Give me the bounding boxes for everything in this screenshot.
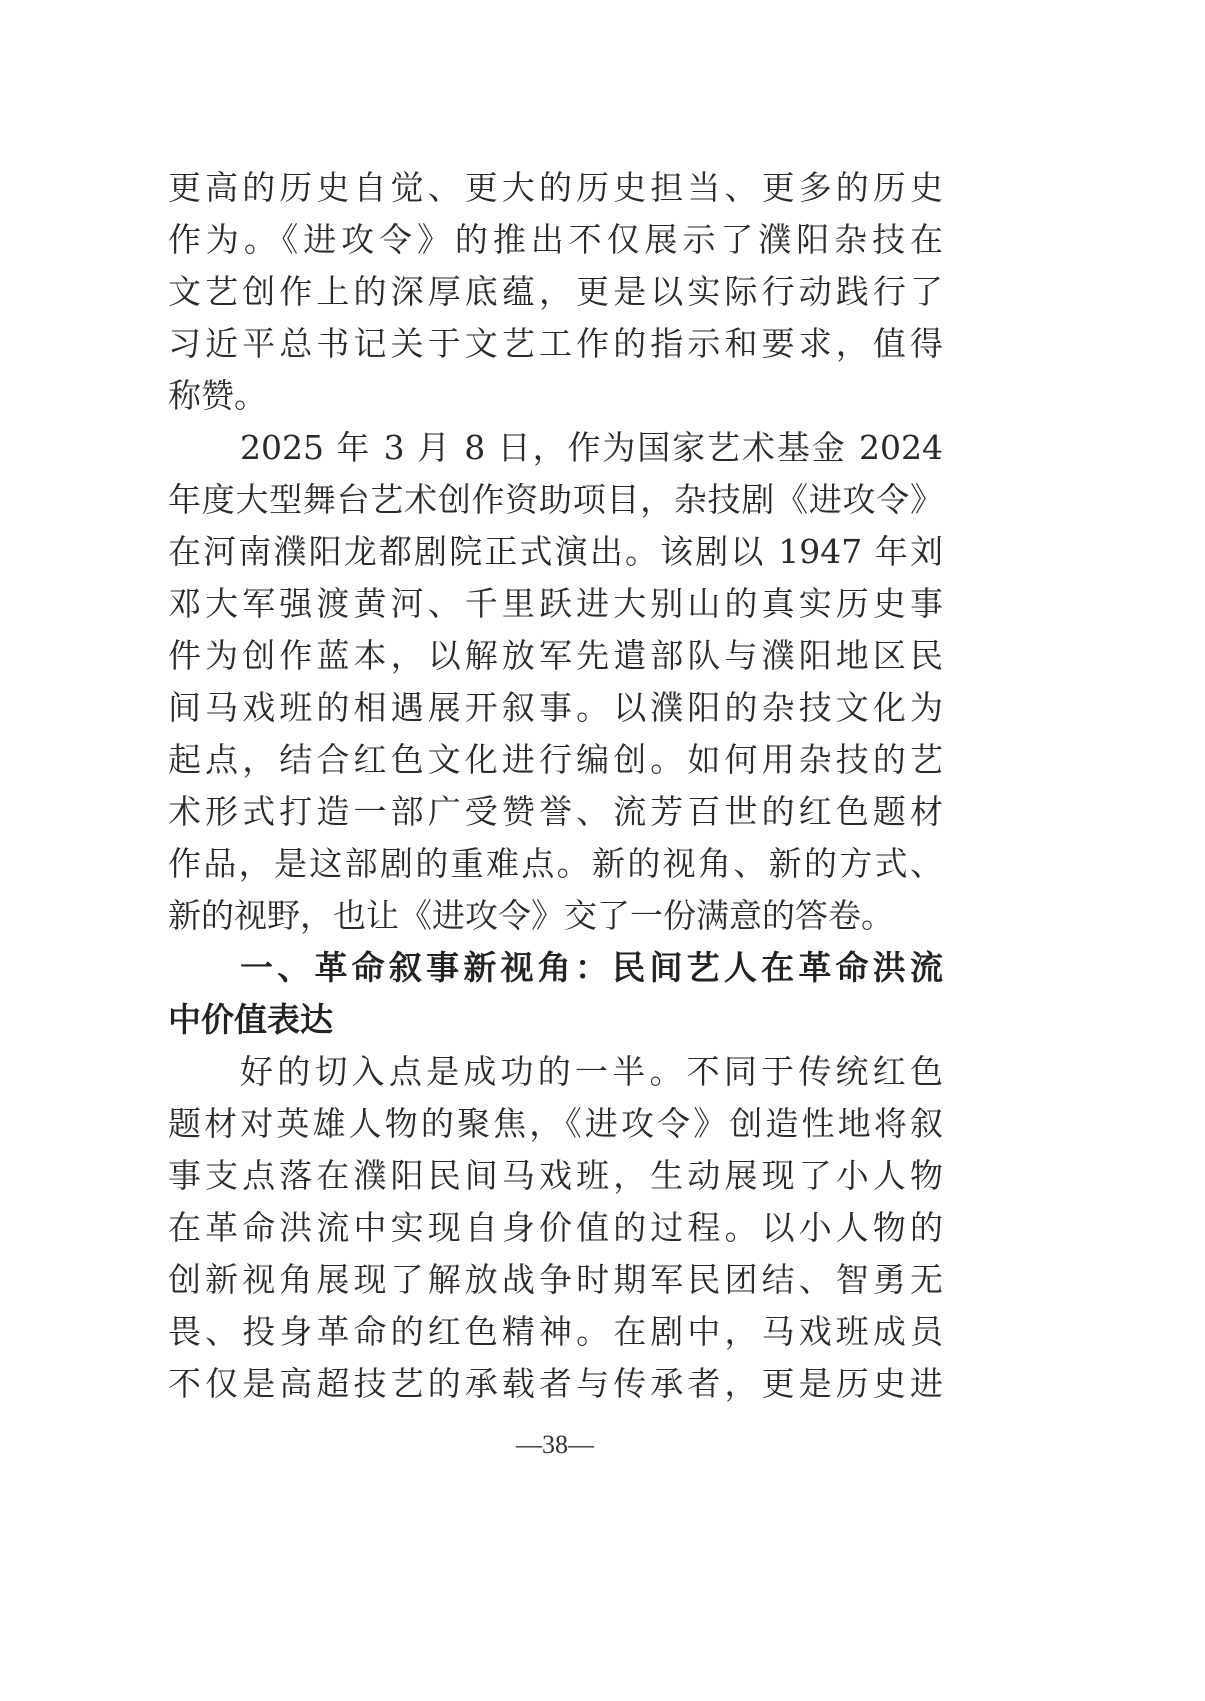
text-line: 起点，结合红色文化进行编创。如何用杂技的艺 [168, 740, 943, 779]
text-line: 好的切入点是成功的一半。不同于传统红色 [240, 1052, 943, 1091]
paragraph [168, 162, 943, 422]
text-line: 不仅是高超技艺的承载者与传承者，更是历史进 [168, 1364, 943, 1403]
text-line: 习近平总书记关于文艺工作的指示和要求，值得 [168, 324, 943, 363]
text-line: 年度大型舞台艺术创作资助项目，杂技剧《进攻令》 [168, 480, 943, 519]
text-line: 在革命洪流中实现自身价值的过程。以小人物的 [168, 1208, 943, 1247]
page-number: —38— [516, 1430, 594, 1459]
text-line: 事支点落在濮阳民间马戏班，生动展现了小人物 [168, 1156, 943, 1195]
text-line: 作品，是这部剧的重难点。新的视角、新的方式、 [168, 844, 943, 883]
text-line: 畏、投身革命的红色精神。在剧中，马戏班成员 [168, 1312, 943, 1351]
text-line: 创新视角展现了解放战争时期军民团结、智勇无 [168, 1260, 943, 1299]
text-line: 中价值表达 [168, 1000, 333, 1039]
text-line: 称赞。 [168, 376, 267, 415]
text-line: 作为。《进攻令》的推出不仅展示了濮阳杂技在 [168, 220, 943, 259]
text-line: 2025 年 3 月 8 日，作为国家艺术基金 2024 [240, 428, 943, 467]
paragraph [168, 422, 943, 942]
paragraph [168, 1046, 943, 1410]
text-line: 件为创作蓝本，以解放军先遣部队与濮阳地区民 [168, 636, 943, 675]
text-line: 更高的历史自觉、更大的历史担当、更多的历史 [168, 168, 943, 207]
text-line: 邓大军强渡黄河、千里跃进大别山的真实历史事 [168, 584, 943, 623]
document-body [168, 162, 943, 1410]
text-line: 在河南濮阳龙都剧院正式演出。该剧以 1947 年刘 [168, 532, 943, 571]
text-line: 术形式打造一部广受赞誉、流芳百世的红色题材 [168, 792, 943, 831]
text-line: 新的视野，也让《进攻令》交了一份满意的答卷。 [168, 896, 894, 935]
text-line: 一、革命叙事新视角：民间艺人在革命洪流 [240, 948, 943, 987]
section-heading [168, 942, 943, 1046]
text-line: 题材对英雄人物的聚焦，《进攻令》创造性地将叙 [168, 1104, 943, 1143]
text-line: 间马戏班的相遇展开叙事。以濮阳的杂技文化为 [168, 688, 943, 727]
text-line: 文艺创作上的深厚底蕴，更是以实际行动践行了 [168, 272, 943, 311]
